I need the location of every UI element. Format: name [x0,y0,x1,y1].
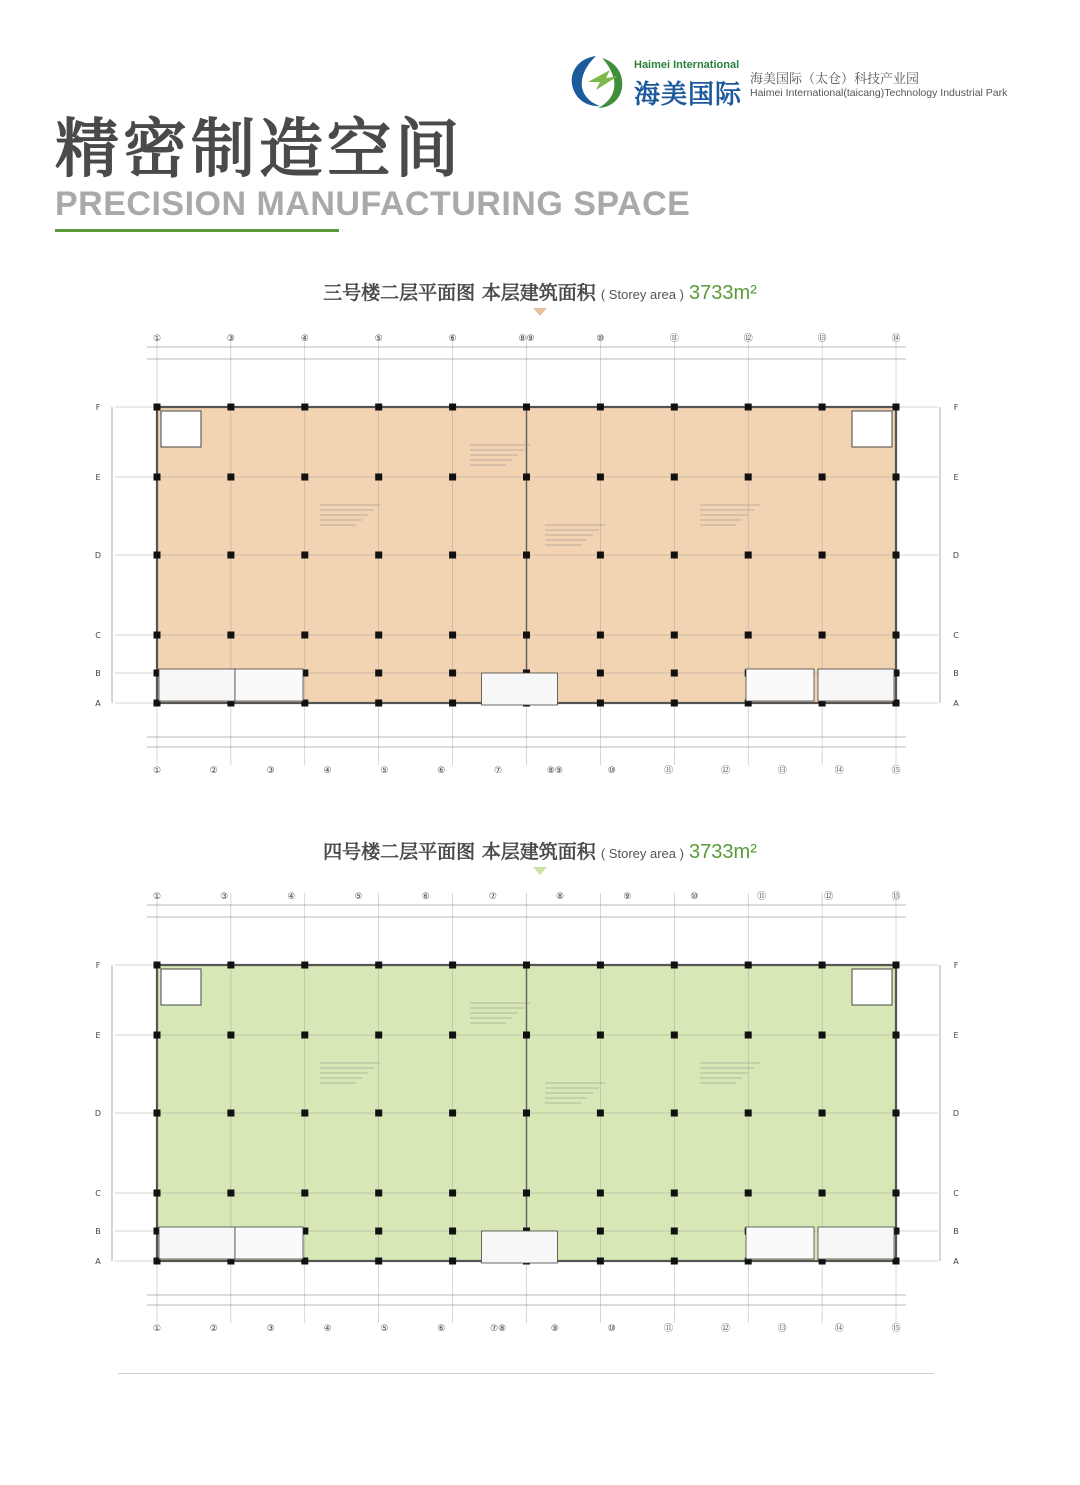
elevator-core [852,411,892,447]
structural-column [523,962,530,969]
grid-label-top: ⑥ [421,892,430,902]
grid-label-bottom: ⑫ [720,1324,730,1333]
structural-column [819,1110,826,1117]
structural-column [375,632,382,639]
structural-column [893,962,900,969]
brand-name-cn: 海美国际 [634,80,743,110]
footer-divider [118,1373,934,1374]
structural-column [227,962,234,969]
structural-column [154,474,161,481]
toilet-block [235,1227,303,1259]
structural-column [671,962,678,969]
structural-column [745,1110,752,1117]
grid-label-top: ④ [287,892,296,902]
grid-label-right: A [953,1257,959,1266]
structural-column [523,474,530,481]
grid-label-top: ⑧⑨ [518,334,535,344]
structural-column [449,552,456,559]
structural-column [523,1110,530,1117]
structural-column [819,1032,826,1039]
grid-label-left: F [95,961,101,970]
grid-label-right: D [952,551,960,560]
structural-column [597,962,604,969]
structural-column [227,1110,234,1117]
grid-label-bottom: ① [152,1324,162,1333]
grid-label-right: C [953,631,959,640]
grid-label-bottom: ⑥ [437,766,446,775]
grid-label-bottom: ⑨ [550,1324,559,1333]
grid-label-right: B [953,1227,959,1236]
structural-column [597,670,604,677]
grid-label-right: B [953,669,959,678]
structural-column [154,632,161,639]
grid-label-top: ③ [226,334,235,344]
structural-column [671,1110,678,1117]
grid-label-bottom: ⑮ [891,766,901,775]
structural-column [449,474,456,481]
structural-column [523,404,530,411]
structural-column [449,670,456,677]
stair-core [818,669,894,701]
grid-label-bottom: ④ [323,1324,332,1333]
grid-label-bottom: ⑩ [607,1324,616,1333]
structural-column [375,700,382,707]
grid-label-top: ⑤ [354,892,363,902]
structural-column [597,1228,604,1235]
structural-column [597,1258,604,1265]
grid-label-top: ⑪ [669,334,679,344]
grid-label-bottom: ⑤ [380,1324,389,1333]
structural-column [375,1190,382,1197]
caption-pointer-icon [533,308,547,316]
structural-column [523,1190,530,1197]
page-subtitle: PRECISION MANUFACTURING SPACE [55,185,691,223]
structural-column [375,1110,382,1117]
grid-label-left: E [95,473,101,482]
structural-column [893,552,900,559]
structural-column [893,1032,900,1039]
structural-column [301,404,308,411]
plan-area-value: 3733m² [689,841,757,863]
structural-column [671,700,678,707]
structural-column [893,474,900,481]
structural-column [154,1110,161,1117]
structural-column [819,474,826,481]
park-name-en: Haimei International(taicang)Technology Industrial Park [750,87,1008,99]
plan-caption-storey-label: ( Storey area ) [600,846,684,861]
structural-column [671,474,678,481]
structural-column [154,552,161,559]
structural-column [597,1032,604,1039]
structural-column [671,552,678,559]
grid-label-right: E [953,473,959,482]
structural-column [227,1032,234,1039]
plan-caption-storey-label: ( Storey area ) [600,287,684,302]
structural-column [375,404,382,411]
grid-label-top: ⑪ [757,892,767,902]
structural-column [375,1032,382,1039]
structural-column [819,632,826,639]
elevator-core [161,411,201,447]
stair-core [482,1231,558,1263]
structural-column [154,962,161,969]
plan-caption [0,837,1080,864]
grid-label-right: C [953,1189,959,1198]
grid-label-bottom: ② [209,1324,218,1333]
structural-column [301,1110,308,1117]
structural-column [301,632,308,639]
grid-label-top: ⑤ [374,334,383,344]
structural-column [375,962,382,969]
structural-column [449,1228,456,1235]
haimei-logo-icon [566,52,628,110]
structural-column [893,404,900,411]
grid-label-bottom: ⑪ [664,766,674,775]
structural-column [523,552,530,559]
structural-column [671,404,678,411]
structural-column [671,632,678,639]
grid-label-top: ⑧ [556,892,565,902]
structural-column [227,404,234,411]
grid-label-top: ⑥ [448,334,457,344]
structural-column [449,700,456,707]
grid-label-top: ⑨ [623,892,632,902]
grid-label-left: B [95,669,101,678]
structural-column [227,552,234,559]
structural-column [597,700,604,707]
grid-label-bottom: ⑥ [437,1324,446,1333]
grid-label-top: ⑫ [743,334,753,344]
brand-name-en: Haimei International [634,59,740,71]
grid-label-left: F [95,403,101,412]
structural-column [449,1258,456,1265]
grid-label-bottom: ⑮ [891,1324,901,1333]
structural-column [301,552,308,559]
grid-label-bottom: ⑪ [664,1324,674,1333]
grid-label-bottom: ⑭ [834,1324,844,1333]
grid-label-right: D [952,1109,960,1118]
plan-area-value: 3733m² [689,282,757,304]
structural-column [745,632,752,639]
grid-label-left: B [95,1227,101,1236]
structural-column [893,1190,900,1197]
structural-column [745,404,752,411]
title-underline [55,229,339,232]
plan-caption [0,278,1080,305]
grid-label-bottom: ⑦ [494,766,503,775]
structural-column [597,552,604,559]
structural-column [671,1190,678,1197]
structural-column [597,404,604,411]
structural-column [449,404,456,411]
grid-label-top: ③ [220,892,229,902]
structural-column [671,670,678,677]
grid-label-bottom: ⑤ [380,766,389,775]
structural-column [449,1110,456,1117]
structural-column [301,1032,308,1039]
grid-label-left: D [94,1109,102,1118]
grid-label-left: C [95,631,101,640]
grid-label-bottom: ② [209,766,218,775]
structural-column [375,1258,382,1265]
grid-label-top: ④ [300,334,309,344]
grid-label-bottom: ④ [323,766,332,775]
grid-label-right: A [953,699,959,708]
elevator-core [161,969,201,1005]
structural-column [671,1228,678,1235]
grid-label-top: ① [152,334,162,344]
structural-column [893,1110,900,1117]
structural-column [819,404,826,411]
grid-label-right: F [953,403,959,412]
grid-label-left: D [94,551,102,560]
grid-label-bottom: ⑭ [834,766,844,775]
toilet-block [746,1227,814,1259]
structural-column [893,632,900,639]
structural-column [745,1190,752,1197]
structural-column [449,1032,456,1039]
structural-column [227,632,234,639]
structural-column [597,632,604,639]
grid-label-left: E [95,1031,101,1040]
grid-label-top: ⑭ [891,334,901,344]
floor-plan [0,325,1080,775]
structural-column [375,474,382,481]
grid-label-left: A [95,1257,101,1266]
park-name-cn: 海美国际（太仓）科技产业园 [750,72,920,87]
plan-caption-title: 三号楼二层平面图 本层建筑面积 [323,282,596,304]
structural-column [154,404,161,411]
grid-label-bottom: ⑧⑨ [546,766,563,775]
toilet-block [235,669,303,701]
structural-column [523,1032,530,1039]
grid-label-bottom: ⑬ [777,766,787,775]
structural-column [597,1110,604,1117]
structural-column [671,1032,678,1039]
grid-label-right: E [953,1031,959,1040]
grid-label-top: ⑬ [891,892,901,902]
structural-column [375,552,382,559]
grid-label-top: ⑩ [596,334,605,344]
structural-column [597,474,604,481]
stair-core [482,673,558,705]
structural-column [375,1228,382,1235]
grid-label-top: ⑦ [488,892,497,902]
structural-column [671,1258,678,1265]
structural-column [301,962,308,969]
grid-label-bottom: ⑦⑧ [490,1324,507,1333]
grid-label-right: F [953,961,959,970]
structural-column [819,1190,826,1197]
structural-column [523,632,530,639]
floor-plan [0,883,1080,1333]
stair-core [818,1227,894,1259]
grid-label-bottom: ① [152,766,162,775]
grid-label-left: C [95,1189,101,1198]
plan-caption-title: 四号楼二层平面图 本层建筑面积 [323,841,596,863]
structural-column [745,962,752,969]
grid-label-bottom: ⑬ [777,1324,787,1333]
structural-column [449,962,456,969]
structural-column [154,1032,161,1039]
structural-column [819,552,826,559]
stair-core [159,1227,235,1259]
grid-label-top: ① [152,892,162,902]
grid-label-left: A [95,699,101,708]
caption-pointer-icon [533,867,547,875]
structural-column [597,1190,604,1197]
stair-core [159,669,235,701]
grid-label-top: ⑫ [824,892,834,902]
structural-column [154,1190,161,1197]
elevator-core [852,969,892,1005]
toilet-block [746,669,814,701]
grid-label-bottom: ⑫ [720,766,730,775]
structural-column [375,670,382,677]
grid-label-top: ⑩ [690,892,699,902]
grid-label-bottom: ③ [266,1324,275,1333]
structural-column [227,1190,234,1197]
structural-column [745,474,752,481]
structural-column [449,1190,456,1197]
page-title: 精密制造空间 [55,113,463,187]
grid-label-bottom: ⑩ [607,766,616,775]
grid-label-bottom: ③ [266,766,275,775]
structural-column [227,474,234,481]
structural-column [449,632,456,639]
structural-column [745,552,752,559]
structural-column [301,474,308,481]
structural-column [745,1032,752,1039]
structural-column [301,1190,308,1197]
grid-label-top: ⑬ [817,334,827,344]
brand-logo [566,52,1046,112]
structural-column [819,962,826,969]
